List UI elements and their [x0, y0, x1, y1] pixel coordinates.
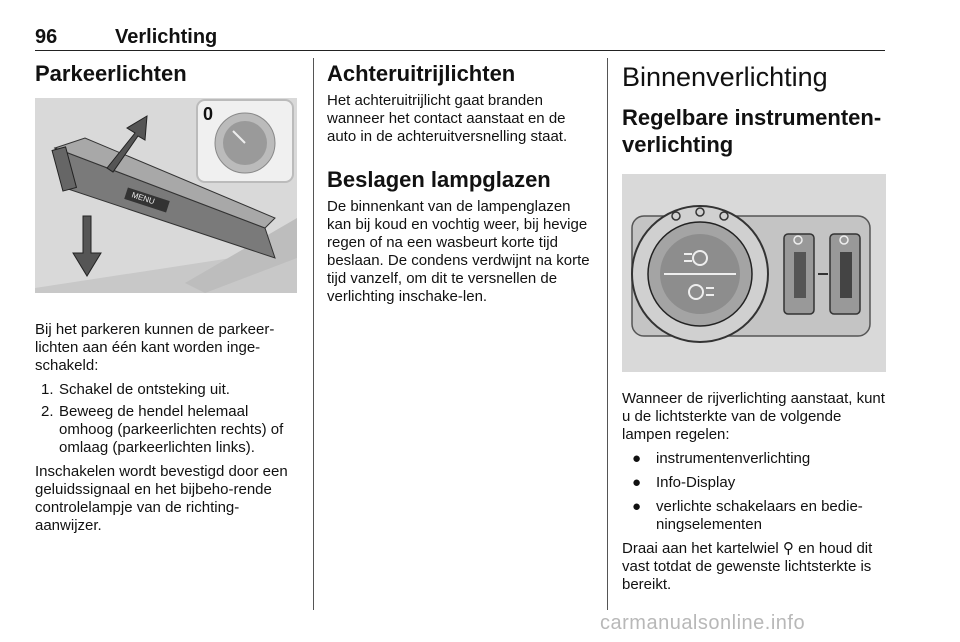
- page-number: 96: [35, 26, 58, 48]
- list-item: ● instrumentenverlichting: [632, 450, 811, 467]
- chapter-title: Verlichting: [115, 26, 218, 48]
- column-binnenverlichting: [622, 60, 886, 594]
- list-item: 2. Beweeg de hendel helemaal omhoog (parkeerlichten rechts) of omlaag (parkeerlichten links).: [41, 403, 284, 456]
- parking-outro: Inschakelen wordt bevestigd door een geluidssignaal en het bijbeho-rende controlelampje van de richting-aanwijzer.: [35, 463, 288, 534]
- light-switch-panel-drawing: [622, 174, 886, 372]
- column-divider-2: [607, 58, 608, 610]
- menu-label: MENU: [130, 190, 156, 207]
- subsection-heading-instrumentenverlichting: Regelbare instrumenten-verlichting: [622, 105, 882, 157]
- column-achteruitrijlichten: [327, 60, 592, 306]
- light-switch-illustration: [622, 174, 886, 372]
- watermark: carmanualsonline.info: [600, 612, 806, 634]
- thumbwheel-knurled-wheel: [784, 234, 814, 314]
- arrow-down-icon: [73, 216, 101, 276]
- section-heading-achteruitrijlichten: Achteruitrijlichten: [327, 61, 516, 86]
- column-divider-1: [313, 58, 314, 610]
- position-zero-label: 0: [203, 104, 214, 124]
- parking-intro: Bij het parkeren kunnen de parkeer-lichten aan één kant worden inge-schakeld:: [35, 321, 275, 374]
- list-item: ● verlichte schakelaars en bedie-ningselementen: [632, 498, 863, 533]
- page-header: [35, 26, 885, 52]
- reverse-light-text: Het achteruitrijlicht gaat branden wanneer het contact aanstaat en de auto in de achteruitversnelling staat.: [327, 92, 568, 145]
- list-item: ● Info-Display: [632, 474, 736, 491]
- headlight-range-wheel: [830, 234, 860, 314]
- parking-steps-list: [35, 381, 303, 457]
- position-zero-inset: [197, 100, 293, 182]
- turn-signal-stalk-drawing: [35, 98, 297, 293]
- section-heading-parkeerlichten: Parkeerlichten: [35, 61, 187, 86]
- interior-intro: Wanneer de rijverlichting aanstaat, kunt u de lichtsterkte van de volgende lampen regelen:: [622, 390, 885, 443]
- interior-outro: Draai aan het kartelwiel ⚲ en houd dit vast totdat de gewenste lichtsterkte is bereikt.: [622, 540, 873, 593]
- fogged-lens-text: De binnenkant van de lampenglazen kan bij koud en vochtig weer, bij hevige regen of na een wasbeurt korte tijd beslaan. De condens verdwijnt na korte tijd vanzelf, om dit te versnellen de verlichting inschake-len.: [327, 198, 590, 305]
- column-parkeerlichten: [35, 60, 303, 535]
- section-heading-beslagen-lampglazen: Beslagen lampglazen: [327, 167, 551, 192]
- header-rule: [35, 50, 885, 51]
- list-item: 1. Schakel de ontsteking uit.: [41, 381, 230, 398]
- adjustable-lamps-list: [622, 450, 886, 534]
- section-heading-binnenverlichting: Binnenverlichting: [622, 62, 828, 92]
- stalk-illustration: [35, 98, 297, 293]
